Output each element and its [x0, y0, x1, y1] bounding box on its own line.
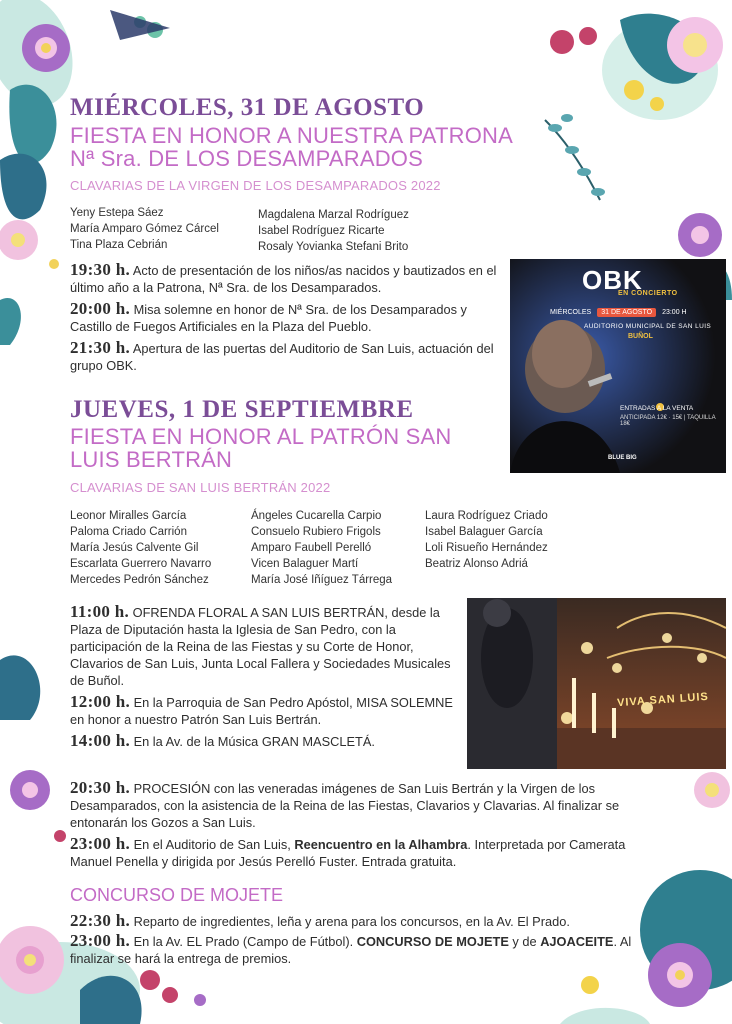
event-text-bold: AJOACEITE: [540, 934, 614, 949]
name: Ángeles Cucarella Carpio: [251, 510, 382, 522]
concurso-title: CONCURSO DE MOJETE: [70, 885, 284, 905]
event-item: [70, 835, 650, 870]
name: Mercedes Pedrón Sánchez: [70, 574, 209, 586]
event-time: 20:00 h.: [70, 299, 131, 318]
thursday-names-col3: [425, 508, 548, 572]
procession-scene: [467, 598, 726, 769]
wednesday-fiesta-title: [70, 124, 513, 170]
event-text: Acto de presentación de los niños/as nacidos y bautizados en el último año a la Patrona, Nª Sra. de los Desamparados.: [70, 263, 497, 295]
name: Escarlata Guerrero Navarro: [70, 558, 212, 570]
wednesday-fiesta-line1: FIESTA EN HONOR A NUESTRA PATRONA: [70, 123, 514, 148]
poster-prices: ANTICIPADA 12€ · 15€ | TAQUILLA 18€: [620, 415, 716, 427]
name: Yeny Estepa Sáez: [70, 207, 164, 219]
name: Rosaly Yovianka Stefani Brito: [258, 241, 409, 253]
wednesday-fiesta-line2: Nª Sra. DE LOS DESAMPARADOS: [70, 146, 423, 171]
event-time: 19:30 h.: [70, 260, 131, 279]
poster-subtitle: EN CONCIERTO: [618, 290, 678, 297]
event-time: 14:00 h.: [70, 731, 131, 750]
event-time: 22:30 h.: [70, 911, 131, 930]
wednesday-names-col1: [70, 205, 219, 253]
photo-banner: VIVA SAN LUIS: [616, 690, 710, 710]
name: Consuelo Rubiero Frigols: [251, 526, 381, 538]
event-text-after: . Al finalizar se hará la entrega de premios.: [70, 934, 632, 966]
event-item: [70, 912, 645, 930]
event-item: [70, 732, 460, 750]
event-text-before: En la Av. EL Prado (Campo de Fútbol).: [133, 934, 357, 949]
event-time: 21:30 h.: [70, 338, 131, 357]
event-item: [70, 693, 460, 728]
event-text-after: . Interpretada por Camerata Manuel Penella y dirigida por Jesús Perelló Fuster. Entrada gratuita.: [70, 837, 626, 869]
thursday-fiesta-line2: LUIS BERTRÁN: [70, 447, 233, 472]
poster-date-bar: [550, 305, 720, 320]
event-text-before: En el Auditorio de San Luis,: [133, 837, 295, 852]
name: Laura Rodríguez Criado: [425, 510, 548, 522]
event-time: 12:00 h.: [70, 692, 131, 711]
concurso-events: [70, 912, 645, 971]
event-text: Apertura de las puertas del Auditorio de San Luis, actuación del grupo OBK.: [70, 341, 494, 373]
name: Amparo Faubell Perelló: [251, 542, 372, 554]
poster-date: 31 DE AGOSTO: [597, 308, 656, 317]
event-item: [70, 339, 502, 374]
name: Paloma Criado Carrión: [70, 526, 187, 538]
name: Magdalena Marzal Rodríguez: [258, 209, 409, 221]
thursday-heading: JUEVES, 1 DE SEPTIEMBRE: [70, 396, 414, 423]
thursday-fiesta-title: [70, 425, 452, 471]
event-item: [70, 932, 645, 967]
poster-hour: 23:00 H: [662, 309, 687, 316]
procession-photo: [467, 598, 726, 769]
event-text: En la Av. de la Música GRAN MASCLETÁ.: [133, 734, 375, 749]
event-time: 20:30 h.: [70, 778, 131, 797]
wednesday-clavarias-title: CLAVARIAS DE LA VIRGEN DE LOS DESAMPARADOS 2022: [70, 178, 441, 193]
name: Beatriz Alonso Adriá: [425, 558, 528, 570]
event-text-bold: CONCURSO DE MOJETE: [356, 934, 509, 949]
event-time: 23:00 h.: [70, 834, 131, 853]
event-item: [70, 261, 502, 296]
event-item: [70, 603, 460, 689]
name: María Jesús Calvente Gil: [70, 542, 199, 554]
poster-venue: AUDITORIO MUNICIPAL DE SAN LUIS: [584, 323, 712, 330]
wednesday-heading: MIÉRCOLES, 31 DE AGOSTO: [70, 94, 425, 121]
thursday-events-b: [70, 779, 650, 874]
event-text-mid: y de: [508, 934, 541, 949]
poster-tickets: ENTRADAS A LA VENTA: [620, 405, 694, 412]
poster-promoter: BLUE BIG: [608, 455, 637, 461]
wednesday-events: [70, 261, 502, 378]
wednesday-names-col2: [258, 207, 409, 255]
name: María Amparo Gómez Cárcel: [70, 223, 219, 235]
name: María José Iñíguez Tárrega: [251, 574, 393, 586]
thursday-names-col2: [251, 508, 392, 588]
name: Tina Plaza Cebrián: [70, 239, 168, 251]
name: Leonor Miralles García: [70, 510, 187, 522]
event-text: En la Parroquia de San Pedro Apóstol, MISA SOLEMNE en honor a nuestro Patrón San Luis Bertrán.: [70, 695, 453, 727]
name: Isabel Rodríguez Ricarte: [258, 225, 385, 237]
event-time: 23:00 h.: [70, 931, 131, 950]
poster-town: BUÑOL: [628, 333, 653, 340]
event-text: Misa solemne en honor de Nª Sra. de los Desamparados y Castillo de Fuegos Artificiales en la Plaza del Pueblo.: [70, 302, 467, 334]
event-text: OFRENDA FLORAL A SAN LUIS BERTRÁN, desde la Plaza de Diputación hasta la Iglesia de San Pedro, con la participación de la Reina de las Fiestas y su Corte de Honor, Clavarios de San Luis, Junta Local Fallera y Sociedades Musicales de Buñol.: [70, 605, 451, 688]
event-text: PROCESIÓN con las veneradas imágenes de San Luis Bertrán y la Virgen de los Desamparados, con la asistencia de la Reina de las Fiestas, Clavarios y Clavarias. Al finalizar se entonarán los Gozos a San Luis.: [70, 781, 620, 830]
event-text-bold: Reencuentro en la Alhambra: [294, 837, 468, 852]
thursday-events-a: [70, 603, 460, 754]
thursday-clavarias-title: CLAVARIAS DE SAN LUIS BERTRÁN 2022: [70, 480, 331, 495]
name: Vicen Balaguer Martí: [251, 558, 359, 570]
event-time: 11:00 h.: [70, 602, 130, 621]
poster-band: OBK: [582, 265, 643, 295]
thursday-fiesta-line1: FIESTA EN HONOR AL PATRÓN SAN: [70, 424, 452, 449]
event-item: [70, 300, 502, 335]
thursday-names-col1: [70, 508, 211, 588]
name: Isabel Balaguer García: [425, 526, 543, 538]
poster-day: MIÉRCOLES: [550, 309, 592, 316]
event-text: Reparto de ingredientes, leña y arena para los concursos, en la Av. El Prado.: [133, 914, 570, 929]
name: Loli Risueño Hernández: [425, 542, 548, 554]
event-item: [70, 779, 650, 831]
obk-concert-poster: [510, 259, 726, 473]
